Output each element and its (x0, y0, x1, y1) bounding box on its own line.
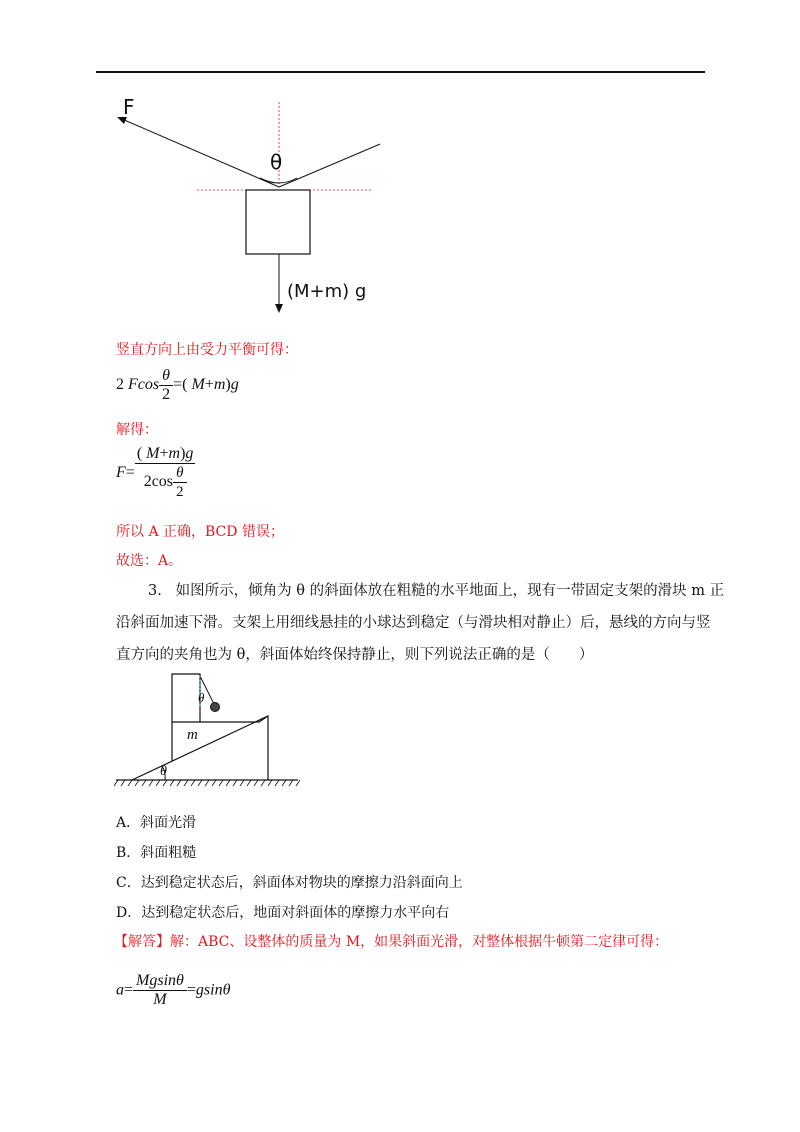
ground-hatch (114, 780, 300, 786)
eq2-den-coef: 2cos (143, 473, 174, 491)
pendulum-angle-label: θ (198, 690, 205, 705)
eq3-a: a (116, 981, 124, 999)
option-a-key: A． (116, 815, 141, 831)
eq2-numerator (135, 445, 196, 464)
weight-label: (M+m) g (287, 281, 367, 302)
right-force-line (279, 119, 380, 187)
vertical-balance-text: 竖直方向上由受力平衡可得： (116, 342, 298, 358)
eq1-open: ( (182, 376, 188, 393)
solve-label: 解得： (116, 422, 158, 438)
option-c-text: 达到稳定状态后，斜面体对物块的摩擦力沿斜面向上 (140, 875, 463, 891)
answer-line (114, 932, 668, 952)
eq1-fraction (159, 367, 173, 404)
angle-label: θ (270, 150, 283, 174)
left-force-line (122, 119, 279, 187)
option-d-key: D． (116, 905, 142, 921)
eq1-g: g (230, 376, 239, 393)
eq1-F: F (128, 376, 138, 393)
eq2-close: ) (180, 445, 186, 462)
eq3-rhs: gsinθ (195, 981, 231, 999)
block-box (246, 190, 310, 254)
pendulum-ball (211, 703, 220, 712)
eq2-two: 2 (176, 484, 184, 500)
gravity-arrowhead (275, 304, 283, 313)
equation-1 (116, 365, 239, 405)
eq1-close: ) (225, 376, 231, 393)
eq2-fraction (135, 445, 196, 501)
eq2-F: F (116, 464, 126, 481)
option-d (116, 903, 449, 923)
eq2-open: ( (136, 445, 143, 462)
eq2-m: m (168, 445, 181, 462)
question-3-line-3: 直方向的夹角也为 θ，斜面体始终保持静止，则下列说法正确的是（ ） (116, 647, 594, 663)
option-a-text: 斜面光滑 (140, 815, 197, 831)
eq2-plus: + (159, 445, 169, 462)
question-line-1-text: 如图所示，倾角为 θ 的斜面体放在粗糙的水平地面上，现有一带固定支架的滑块 m 正 (175, 583, 725, 599)
choice-text: 故选：A。 (116, 553, 183, 569)
eq2-inner-fraction (173, 464, 187, 501)
eq2-g: g (185, 445, 194, 462)
option-b (116, 843, 196, 863)
eq3-equals-2: = (186, 981, 196, 999)
eq3-fraction (133, 972, 187, 1009)
option-b-key: B． (116, 845, 141, 861)
option-b-text: 斜面粗糙 (140, 845, 197, 861)
incline-diagram (110, 670, 310, 800)
equation-2 (116, 445, 195, 501)
force-label: F (123, 95, 135, 119)
option-c-key: C． (116, 875, 141, 891)
eq2-theta: θ (173, 464, 187, 483)
equation-3 (116, 972, 230, 1009)
support-frame (172, 674, 200, 722)
eq1-m: m (213, 376, 226, 393)
question-3-line-2: 沿斜面加速下滑。支架上用细线悬挂的小球达到稳定（与滑块相对静止）后，悬线的方向与竖 (116, 615, 711, 631)
eq3-denominator: M (153, 991, 167, 1008)
eq1-plus: + (204, 376, 214, 393)
answer-tag: 【解答】 (114, 934, 170, 950)
incline-angle-label: θ (160, 764, 167, 779)
eq3-equals: = (124, 981, 134, 999)
option-c (116, 873, 463, 893)
header-rule (96, 71, 705, 73)
eq2-equals: = (125, 464, 135, 481)
option-a (116, 813, 196, 833)
question-number: 3. (148, 583, 162, 599)
mass-label: m (187, 727, 198, 743)
eq2-denominator (135, 464, 196, 501)
eq3-numerator: Mgsinθ (133, 972, 187, 991)
answer-text: 解：ABC、设整体的质量为 M，如果斜面光滑，对整体根据牛顿第二定律可得： (170, 934, 669, 950)
eq1-two: 2 (162, 385, 171, 403)
eq1-equals: = (173, 376, 183, 393)
option-d-text: 达到稳定状态后，地面对斜面体的摩擦力水平向右 (141, 905, 450, 921)
eq1-theta: θ (159, 367, 173, 386)
eq1-cos: cos (137, 376, 160, 393)
conclusion-text: 所以 A 正确，BCD 错误； (116, 524, 284, 540)
question-3-line-1 (148, 576, 724, 606)
incline-body (132, 716, 268, 780)
eq2-M: M (146, 445, 160, 462)
eq1-M: M (191, 376, 205, 393)
eq1-coef: 2 (116, 376, 124, 393)
